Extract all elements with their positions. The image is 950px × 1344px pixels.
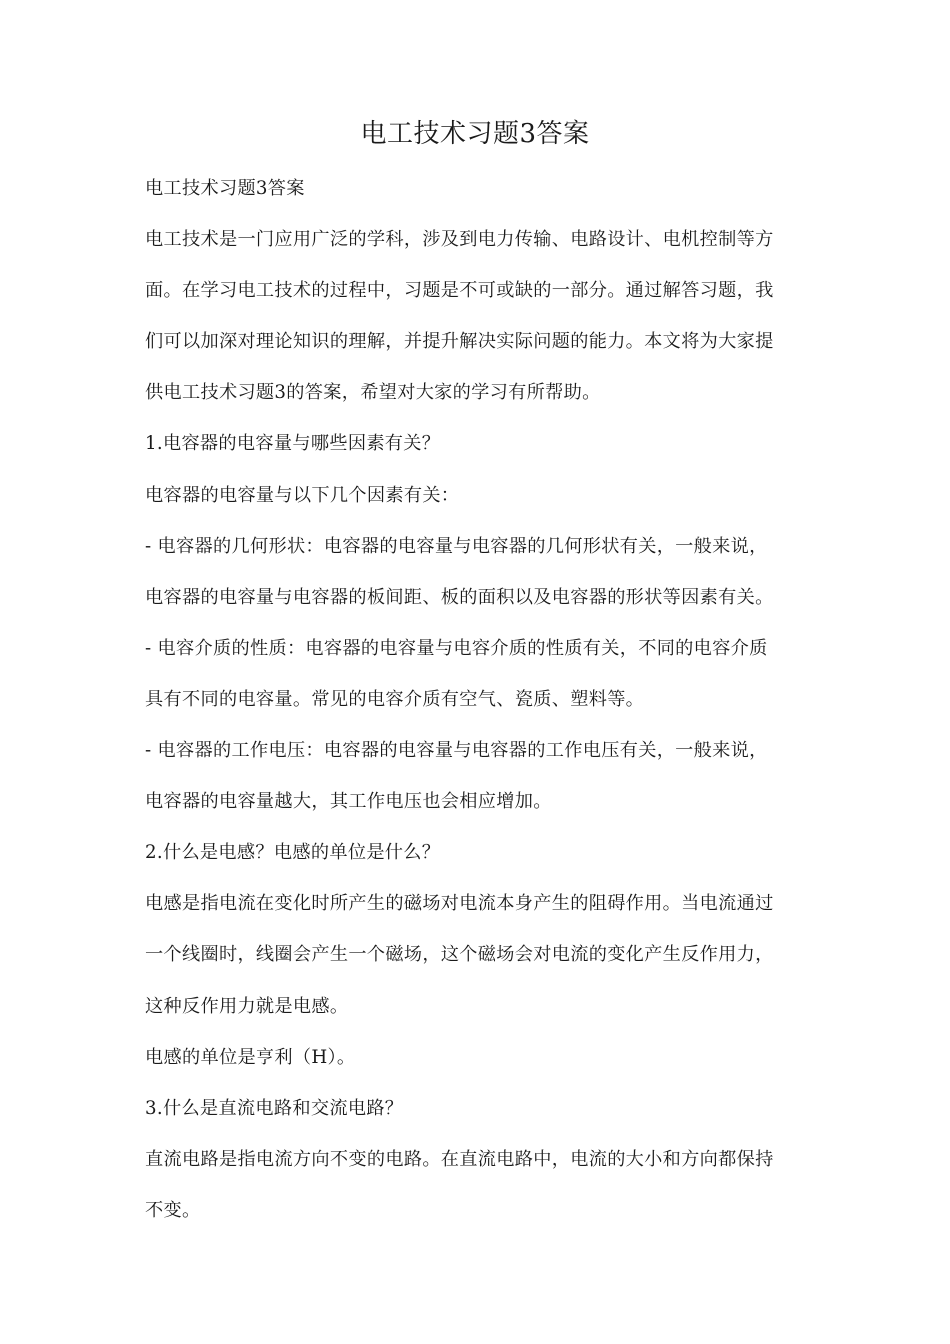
- paragraph-line: 不变。: [145, 1199, 201, 1221]
- paragraph-line: 们可以加深对理论知识的理解，并提升解决实际问题的能力。本文将为大家提: [145, 331, 774, 353]
- paragraph-line: 面。在学习电工技术的过程中，习题是不可或缺的一部分。通过解答习题，我: [145, 280, 774, 302]
- list-item: - 电容介质的性质：电容器的电容量与电容介质的性质有关，不同的电容介质: [145, 637, 768, 659]
- list-item: - 电容器的几何形状：电容器的电容量与电容器的几何形状有关，一般来说，: [145, 535, 768, 557]
- paragraph-line: 电工技术习题3答案: [145, 178, 305, 199]
- paragraph-line: 供电工技术习题3的答案，希望对大家的学习有所帮助。: [145, 382, 601, 404]
- question-heading: 3.什么是直流电路和交流电路？: [145, 1097, 404, 1119]
- paragraph-line: 电工技术是一门应用广泛的学科，涉及到电力传输、电路设计、电机控制等方: [145, 229, 774, 251]
- paragraph-line: 电容器的电容量与电容器的板间距、板的面积以及电容器的形状等因素有关。: [145, 586, 774, 608]
- document-title: 电工技术习题3答案: [360, 119, 590, 149]
- paragraph-line: 电容器的电容量越大，其工作电压也会相应增加。: [145, 791, 552, 813]
- question-heading: 2.什么是电感？电感的单位是什么？: [145, 842, 441, 864]
- paragraph-line: 具有不同的电容量。常见的电容介质有空气、瓷质、塑料等。: [145, 688, 645, 710]
- paragraph-line: 电感的单位是亨利（H）。: [145, 1046, 356, 1068]
- paragraph-line: 电容器的电容量与以下几个因素有关：: [145, 484, 460, 506]
- paragraph-line: 这种反作用力就是电感。: [145, 995, 349, 1017]
- list-item: - 电容器的工作电压：电容器的电容量与电容器的工作电压有关，一般来说，: [145, 740, 768, 762]
- paragraph-line: 直流电路是指电流方向不变的电路。在直流电路中，电流的大小和方向都保持: [145, 1148, 774, 1170]
- document-body: [145, 173, 805, 1246]
- paragraph-line: 电感是指电流在变化时所产生的磁场对电流本身产生的阻碍作用。当电流通过: [145, 893, 774, 915]
- paragraph-line: 一个线圈时，线圈会产生一个磁场，这个磁场会对电流的变化产生反作用力，: [145, 944, 774, 966]
- question-heading: 1.电容器的电容量与哪些因素有关？: [145, 433, 441, 455]
